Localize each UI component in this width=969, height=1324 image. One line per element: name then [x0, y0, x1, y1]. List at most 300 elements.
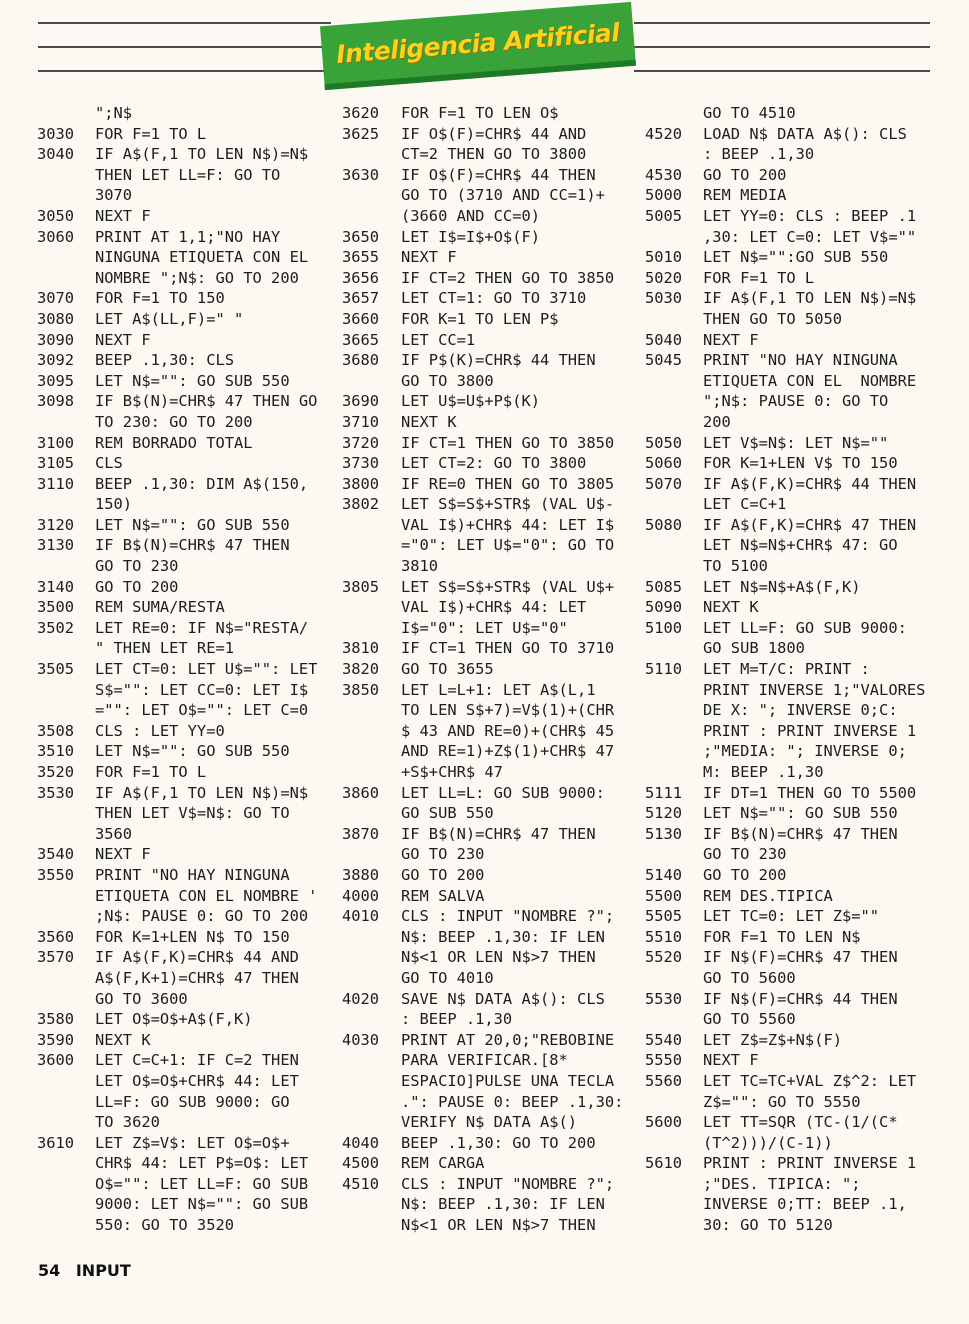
code-line: [37, 227, 337, 248]
code-line: [645, 1174, 945, 1195]
line-number: 5085: [645, 577, 683, 596]
code-line: [37, 1009, 337, 1030]
code-line: [645, 535, 945, 556]
line-code: TO 3620: [95, 1113, 160, 1132]
line-code: CLS : INPUT "NOMBRE ?";: [401, 907, 615, 926]
code-line: [37, 124, 337, 145]
code-line: [342, 741, 642, 762]
line-code: NEXT F: [703, 330, 759, 349]
code-line: [645, 1153, 945, 1174]
code-line: [342, 968, 642, 989]
code-line: [645, 597, 945, 618]
line-code: FOR F=1 TO L: [95, 124, 207, 143]
line-number: 3710: [342, 412, 380, 431]
code-line: [645, 906, 945, 927]
line-code: M: BEEP .1,30: [703, 763, 824, 781]
line-code: NEXT K: [703, 598, 759, 617]
code-line: [645, 144, 945, 165]
line-number: 3550: [37, 865, 75, 884]
line-code: ETIQUETA CON EL NOMBRE: [703, 371, 917, 390]
code-line: [645, 515, 945, 536]
line-code: THEN LET LL=F: GO TO: [95, 165, 281, 184]
code-line: [342, 371, 642, 392]
line-number: 5560: [645, 1071, 683, 1090]
line-code: GO TO 200: [401, 865, 485, 884]
line-number: 3500: [37, 598, 75, 617]
code-line: [342, 1030, 642, 1051]
line-code: LET LL=L: GO SUB 9000:: [401, 783, 605, 802]
line-number: 5020: [645, 268, 683, 287]
line-code: DE X: "; INVERSE 0;C:: [703, 701, 898, 720]
line-code: PARA VERIFICAR.[8*: [401, 1051, 568, 1070]
line-code: LET I$=I$+O$(F): [401, 227, 540, 246]
line-code: LET YY=0: CLS : BEEP .1: [703, 206, 917, 225]
line-number: 4530: [645, 165, 683, 184]
line-code: NOMBRE ";N$: GO TO 200: [95, 268, 299, 287]
code-line: [645, 165, 945, 186]
line-code: LET L=L+1: LET A$(L,1: [401, 680, 596, 699]
code-line: [342, 412, 642, 433]
code-line: [342, 309, 642, 330]
line-code: TO 5100: [703, 557, 768, 576]
line-code: NEXT F: [95, 845, 151, 864]
line-number: 4010: [342, 907, 380, 926]
code-column-1: [37, 103, 337, 1236]
line-code: 550: GO TO 3520: [95, 1216, 234, 1235]
line-number: 5610: [645, 1154, 683, 1173]
line-number: 3805: [342, 577, 380, 596]
code-line: [37, 330, 337, 351]
code-line: [342, 124, 642, 145]
line-code: CLS: [95, 454, 123, 473]
code-line: [342, 659, 642, 680]
code-line: [342, 1133, 642, 1154]
code-line: [342, 144, 642, 165]
line-code: GO TO 230: [95, 557, 179, 576]
line-number: 3810: [342, 639, 380, 658]
line-code: : BEEP .1,30: [401, 1010, 513, 1029]
line-number: 3590: [37, 1030, 75, 1049]
line-code: LET A$(LL,F)=" ": [95, 309, 244, 328]
line-code: N$: BEEP .1,30: IF LEN: [401, 1195, 605, 1214]
line-code: ";N$: [95, 104, 133, 122]
line-number: 5550: [645, 1051, 683, 1070]
code-line: [342, 577, 642, 598]
code-line: [342, 1050, 642, 1071]
code-line: [645, 1009, 945, 1030]
code-line: [342, 1071, 642, 1092]
line-code: REM DES.TIPICA: [703, 886, 833, 905]
code-line: [645, 1050, 945, 1071]
line-code: N$<1 OR LEN N$>7 THEN: [401, 1216, 596, 1235]
line-code: IF B$(N)=CHR$ 47 THEN: [703, 824, 898, 843]
code-line: [645, 371, 945, 392]
line-code: IF B$(N)=CHR$ 47 THEN: [95, 536, 290, 555]
line-number: 3650: [342, 227, 380, 246]
code-line: [645, 741, 945, 762]
line-number: 3060: [37, 227, 75, 246]
line-code: LET Z$=V$: LET O$=O$+: [95, 1133, 290, 1152]
line-code: 3560: [95, 824, 133, 843]
code-line: [645, 206, 945, 227]
code-line: [342, 1092, 642, 1113]
code-line: [342, 947, 642, 968]
line-number: 3098: [37, 392, 75, 411]
line-code: CHR$ 44: LET P$=O$: LET: [95, 1154, 309, 1173]
code-line: [37, 288, 337, 309]
code-line: [342, 865, 642, 886]
line-code: NEXT F: [401, 248, 457, 267]
line-code: FOR F=1 TO 150: [95, 289, 225, 308]
line-code: GO TO 5560: [703, 1010, 796, 1029]
code-line: [645, 927, 945, 948]
line-code: ;"MEDIA: "; INVERSE 0;: [703, 742, 907, 761]
line-number: 3620: [342, 104, 380, 122]
line-code: LET S$=S$+STR$ (VAL U$+: [401, 577, 615, 596]
line-code: REM MEDIA: [703, 186, 787, 205]
line-code: BEEP .1,30: DIM A$(150,: [95, 474, 309, 493]
line-code: NEXT F: [703, 1051, 759, 1070]
header-rule-5: [634, 46, 930, 48]
line-code: CLS : LET YY=0: [95, 721, 225, 740]
code-line: [342, 618, 642, 639]
code-line: [37, 247, 337, 268]
line-code: ;N$: PAUSE 0: GO TO 200: [95, 907, 309, 926]
line-code: LET CT=1: GO TO 3710: [401, 289, 587, 308]
code-line: [37, 989, 337, 1010]
line-number: 3665: [342, 330, 380, 349]
code-line: [342, 268, 642, 289]
line-code: FOR K=1+LEN N$ TO 150: [95, 927, 290, 946]
line-number: 5520: [645, 948, 683, 967]
line-number: 3100: [37, 433, 75, 452]
line-code: IF O$(F)=CHR$ 44 THEN: [401, 165, 596, 184]
code-line: [342, 433, 642, 454]
line-code: " THEN LET RE=1: [95, 639, 234, 658]
line-code: S$="": LET CC=0: LET I$: [95, 680, 309, 699]
line-code: PRINT "NO HAY NINGUNA: [703, 351, 898, 370]
line-code: 200: [703, 412, 731, 431]
line-code: LET N$="": GO SUB 550: [95, 371, 290, 390]
code-line: [37, 597, 337, 618]
line-number: 5111: [645, 783, 683, 802]
line-number: 5040: [645, 330, 683, 349]
line-code: LET O$=O$+A$(F,K): [95, 1010, 253, 1029]
code-line: [342, 206, 642, 227]
line-code: LET M=T/C: PRINT :: [703, 660, 870, 679]
line-code: IF RE=0 THEN GO TO 3805: [401, 474, 615, 493]
line-number: 5530: [645, 989, 683, 1008]
code-line: [37, 412, 337, 433]
line-code: LET N$=N$+CHR$ 47: GO: [703, 536, 898, 555]
code-line: [37, 391, 337, 412]
line-code: IF A$(F,K)=CHR$ 44 THEN: [703, 474, 917, 493]
line-code: CLS : INPUT "NOMBRE ?";: [401, 1174, 615, 1193]
line-code: ="": LET O$="": LET C=0: [95, 701, 309, 720]
line-code: 30: GO TO 5120: [703, 1216, 833, 1235]
code-line: [37, 577, 337, 598]
code-line: [645, 577, 945, 598]
code-line: [37, 206, 337, 227]
code-line: [37, 1153, 337, 1174]
line-code: ;"DES. TIPICA: ";: [703, 1174, 861, 1193]
line-number: 3860: [342, 783, 380, 802]
code-line: [37, 824, 337, 845]
line-code: FOR F=1 TO L: [703, 268, 815, 287]
line-code: 3810: [401, 557, 439, 576]
code-line: [342, 680, 642, 701]
code-line: [645, 185, 945, 206]
line-number: 3570: [37, 948, 75, 967]
code-line: [37, 185, 337, 206]
header-rule-1: [38, 22, 331, 24]
code-line: [645, 1215, 945, 1236]
code-line: [37, 968, 337, 989]
line-code: LET CC=1: [401, 330, 476, 349]
line-code: GO TO 200: [95, 577, 179, 596]
code-line: [37, 309, 337, 330]
code-line: [645, 433, 945, 454]
code-line: [342, 391, 642, 412]
line-code: LET N$="": GO SUB 550: [703, 804, 898, 823]
line-number: 4040: [342, 1133, 380, 1152]
line-number: 3092: [37, 351, 75, 370]
line-code: GO TO 5600: [703, 968, 796, 987]
code-line: [342, 989, 642, 1010]
line-code: Z$="": GO TO 5550: [703, 1092, 861, 1111]
line-code: IF O$(F)=CHR$ 44 AND: [401, 124, 587, 143]
line-number: 3656: [342, 268, 380, 287]
code-line: [37, 556, 337, 577]
code-line: [342, 638, 642, 659]
code-line: [37, 947, 337, 968]
code-line: [342, 227, 642, 248]
line-number: 5070: [645, 474, 683, 493]
line-code: VERIFY N$ DATA A$(): [401, 1113, 578, 1132]
line-code: I$="0": LET U$="0": [401, 618, 568, 637]
line-number: 3540: [37, 845, 75, 864]
code-line: [342, 494, 642, 515]
code-line: [37, 535, 337, 556]
code-line: [645, 1092, 945, 1113]
line-code: LET RE=0: IF N$="RESTA/: [95, 618, 309, 637]
line-code: $ 43 AND RE=0)+(CHR$ 45: [401, 721, 615, 740]
line-number: 3050: [37, 206, 75, 225]
page-footer: [38, 1261, 131, 1280]
line-code: CT=2 THEN GO TO 3800: [401, 145, 587, 164]
line-number: 3655: [342, 248, 380, 267]
line-code: 150): [95, 495, 133, 514]
line-number: 3600: [37, 1051, 75, 1070]
code-line: [342, 803, 642, 824]
line-code: LET O$=O$+CHR$ 44: LET: [95, 1071, 299, 1090]
code-line: [342, 1112, 642, 1133]
line-code: PRINT : PRINT INVERSE 1: [703, 721, 917, 740]
code-line: [37, 618, 337, 639]
line-code: GO TO (3710 AND CC=1)+: [401, 186, 605, 205]
line-code: ESPACIO]PULSE UNA TECLA: [401, 1071, 615, 1090]
line-code: LET Z$=Z$+N$(F): [703, 1030, 842, 1049]
code-line: [645, 886, 945, 907]
code-line: [37, 741, 337, 762]
code-line: [342, 1194, 642, 1215]
line-number: 4030: [342, 1030, 380, 1049]
line-number: 3660: [342, 309, 380, 328]
line-number: 3880: [342, 865, 380, 884]
code-line: [645, 288, 945, 309]
code-line: [645, 103, 945, 124]
code-line: [37, 103, 337, 124]
code-line: [37, 1133, 337, 1154]
code-line: [342, 165, 642, 186]
line-code: REM SUMA/RESTA: [95, 598, 225, 617]
code-line: [645, 556, 945, 577]
line-code: GO TO 200: [703, 865, 787, 884]
code-line: [342, 288, 642, 309]
line-number: 5140: [645, 865, 683, 884]
section-banner: [320, 2, 636, 90]
code-line: [645, 700, 945, 721]
line-number: 5100: [645, 618, 683, 637]
code-line: [645, 124, 945, 145]
code-line: [645, 330, 945, 351]
line-number: 3530: [37, 783, 75, 802]
code-column-3: [645, 103, 945, 1236]
code-line: [645, 1133, 945, 1154]
code-line: [342, 103, 642, 124]
line-number: 5130: [645, 824, 683, 843]
code-line: [342, 906, 642, 927]
line-number: 3610: [37, 1133, 75, 1152]
line-code: REM CARGA: [401, 1154, 485, 1173]
line-code: GO SUB 550: [401, 804, 494, 823]
magazine-name: INPUT: [75, 1261, 131, 1280]
line-code: PRINT "NO HAY NINGUNA: [95, 865, 290, 884]
code-line: [342, 1009, 642, 1030]
code-line: [37, 1050, 337, 1071]
line-code: PRINT INVERSE 1;"VALORES: [703, 680, 926, 699]
line-code: LOAD N$ DATA A$(): CLS: [703, 124, 907, 143]
line-code: NEXT F: [95, 206, 151, 225]
line-code: ETIQUETA CON EL NOMBRE ': [95, 886, 318, 905]
code-line: [645, 783, 945, 804]
code-line: [37, 680, 337, 701]
line-number: 5045: [645, 351, 683, 370]
code-line: [645, 247, 945, 268]
code-line: [37, 906, 337, 927]
code-line: [342, 927, 642, 948]
code-line: [37, 350, 337, 371]
line-number: 4000: [342, 886, 380, 905]
header-rule-2: [38, 46, 331, 48]
line-code: O$="": LET LL=F: GO SUB: [95, 1174, 309, 1193]
line-number: 3625: [342, 124, 380, 143]
line-number: 3850: [342, 680, 380, 699]
line-number: 5080: [645, 515, 683, 534]
line-number: 3030: [37, 124, 75, 143]
line-number: 5120: [645, 804, 683, 823]
line-code: IF CT=1 THEN GO TO 3850: [401, 433, 615, 452]
line-number: 3510: [37, 742, 75, 761]
line-code: NEXT K: [95, 1030, 151, 1049]
header-rule-4: [634, 22, 930, 24]
line-code: LET C=C+1: IF C=2 THEN: [95, 1051, 299, 1070]
code-line: [342, 247, 642, 268]
code-line: [645, 1194, 945, 1215]
line-number: 5000: [645, 186, 683, 205]
line-number: 4510: [342, 1174, 380, 1193]
code-line: [37, 1112, 337, 1133]
code-line: [645, 762, 945, 783]
code-line: [645, 412, 945, 433]
code-line: [342, 1174, 642, 1195]
code-line: [342, 844, 642, 865]
line-code: 9000: LET N$="": GO SUB: [95, 1195, 309, 1214]
line-code: IF A$(F,1 TO LEN N$)=N$: [95, 783, 309, 802]
code-line: [37, 268, 337, 289]
line-code: IF A$(F,1 TO LEN N$)=N$: [95, 145, 309, 164]
line-number: 3800: [342, 474, 380, 493]
code-line: [342, 453, 642, 474]
line-code: FOR F=1 TO LEN N$: [703, 927, 861, 946]
line-code: REM BORRADO TOTAL: [95, 433, 253, 452]
line-number: 5505: [645, 907, 683, 926]
code-line: [37, 433, 337, 454]
code-line: [37, 783, 337, 804]
line-number: 3680: [342, 351, 380, 370]
line-code: : BEEP .1,30: [703, 145, 815, 164]
line-code: FOR K=1+LEN V$ TO 150: [703, 454, 898, 473]
line-code: ="0": LET U$="0": GO TO: [401, 536, 615, 555]
line-number: 3508: [37, 721, 75, 740]
line-code: PRINT AT 1,1;"NO HAY: [95, 227, 281, 246]
line-code: TO LEN S$+7)=V$(1)+(CHR: [401, 701, 615, 720]
code-line: [342, 185, 642, 206]
line-code: GO TO 230: [401, 845, 485, 864]
line-code: LET TC=0: LET Z$="": [703, 907, 880, 926]
code-line: [645, 1071, 945, 1092]
line-code: PRINT AT 20,0;"REBOBINE: [401, 1030, 615, 1049]
line-number: 5005: [645, 206, 683, 225]
line-code: LET V$=N$: LET N$="": [703, 433, 889, 452]
line-code: BEEP .1,30: CLS: [95, 351, 234, 370]
header-rule-6: [634, 70, 930, 72]
line-code: GO TO 3600: [95, 989, 188, 1008]
line-code: ";N$: PAUSE 0: GO TO: [703, 392, 889, 411]
line-code: GO TO 200: [703, 165, 787, 184]
line-code: GO TO 3655: [401, 660, 494, 679]
line-code: AND RE=1)+Z$(1)+CHR$ 47: [401, 742, 615, 761]
code-line: [645, 865, 945, 886]
line-code: LET S$=S$+STR$ (VAL U$-: [401, 495, 615, 514]
line-number: 3690: [342, 392, 380, 411]
code-line: [645, 968, 945, 989]
line-code: LET CT=2: GO TO 3800: [401, 454, 587, 473]
code-line: [645, 309, 945, 330]
line-number: 3070: [37, 289, 75, 308]
code-line: [37, 1030, 337, 1051]
line-number: 3095: [37, 371, 75, 390]
line-code: BEEP .1,30: GO TO 200: [401, 1133, 596, 1152]
code-line: [37, 165, 337, 186]
line-code: SAVE N$ DATA A$(): CLS: [401, 989, 605, 1008]
code-line: [37, 762, 337, 783]
line-number: 4520: [645, 124, 683, 143]
code-line: [37, 453, 337, 474]
line-number: 5110: [645, 660, 683, 679]
code-line: [342, 762, 642, 783]
header-rule-3: [38, 70, 331, 72]
